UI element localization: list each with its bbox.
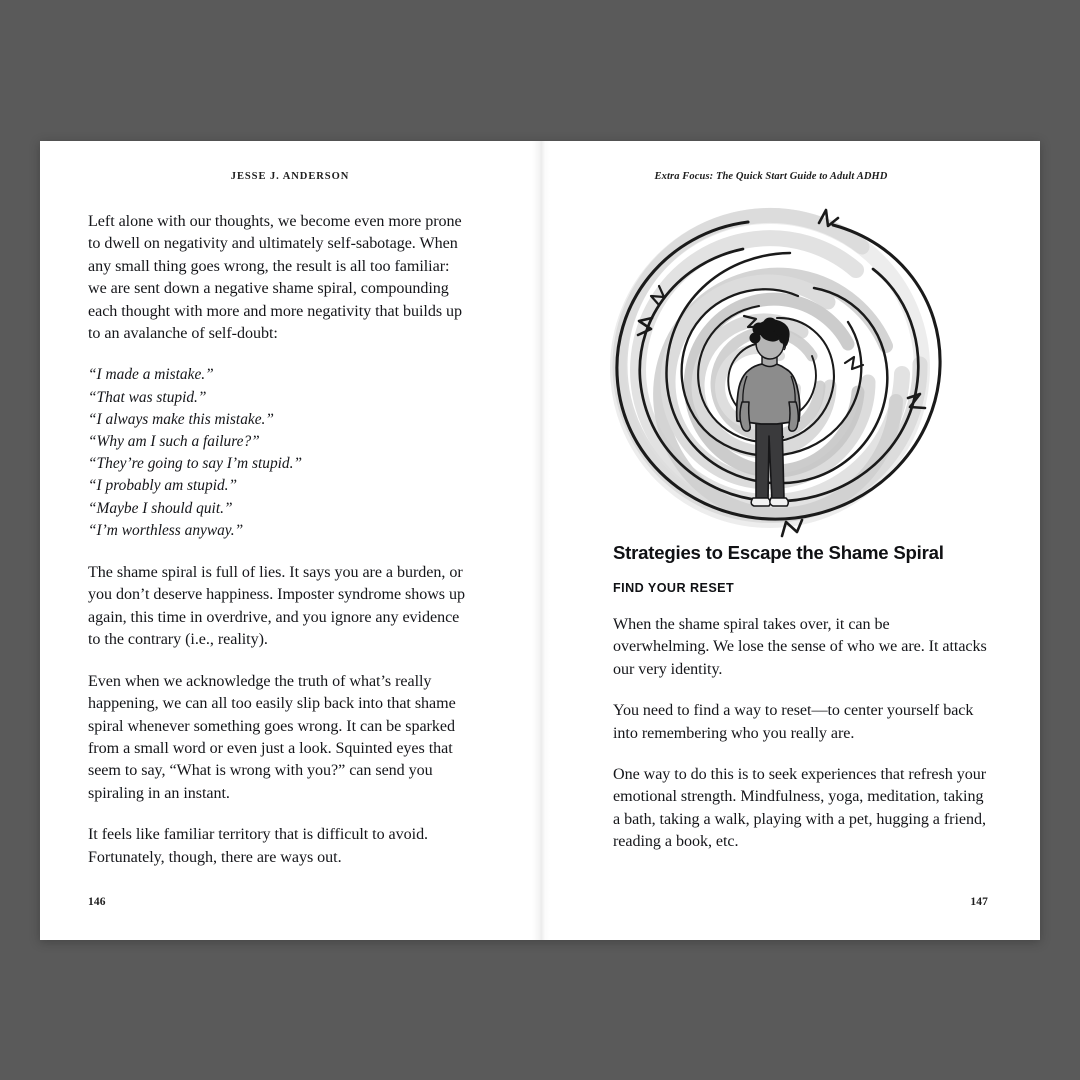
left-page <box>40 141 540 940</box>
spiral-vortex-icon <box>590 196 950 546</box>
running-head-author: JESSE J. ANDERSON <box>230 171 350 182</box>
paragraph-slip-back: Even when we acknowledge the truth of what’s really happening, we can all too easily slip back into that shame spiral whenever something goes wrong. It can be sparked from a small word or even just a look. Squinted eyes that seem to say, “What is wrong with you?” can send you spiraling in an instant. <box>88 672 456 802</box>
paragraph-intro: Left alone with our thoughts, we become even more prone to dwell on negativity and ultimately self-sabotage. When any small thing goes wrong, the result is all too familiar: we are sent down a negative shame spiral, compounding each thought with more and more negativity that builds up to an avalanche of self-doubt: <box>88 213 463 343</box>
page-number-right: 147 <box>970 896 988 908</box>
list-item: “Why am I such a failure?” <box>88 433 260 451</box>
paragraph-refresh-experiences: One way to do this is to seek experiences that refresh your emotional strength. Mindfulness, yoga, meditation, taking a bath, taking a walk, playing with a pet, hugging a friend, reading a book, etc. <box>613 766 987 851</box>
subsection-heading: FIND YOUR RESET <box>613 581 735 595</box>
running-head-title: Extra Focus: The Quick Start Guide to Adult ADHD <box>654 171 888 182</box>
book-spread <box>40 141 1040 940</box>
paragraph-overwhelming: When the shame spiral takes over, it can be overwhelming. We lose the sense of who we are. It attacks our very identity. <box>613 616 987 678</box>
list-item: “That was stupid.” <box>88 388 207 406</box>
list-item: “I probably am stupid.” <box>88 477 238 495</box>
page-title: Strategies to Escape the Shame Spiral <box>613 542 944 563</box>
paragraph-familiar-territory: It feels like familiar territory that is difficult to avoid. Fortunately, though, there are ways out. <box>88 826 429 866</box>
negative-thoughts-list <box>88 364 471 542</box>
list-item: “Maybe I should quit.” <box>88 499 233 517</box>
page-number-left: 146 <box>88 896 106 908</box>
shame-spiral-illustration <box>590 196 950 546</box>
paragraph-shame-spiral-lies: The shame spiral is full of lies. It says you are a burden, or you don’t deserve happiness. Imposter syndrome shows up again, this time in overdrive, and you ignore any evidence to the contrary (i.e., reality). <box>88 564 465 649</box>
paragraph-find-reset: You need to find a way to reset—to center yourself back into remembering who you really are. <box>613 702 974 742</box>
left-page-text-column <box>88 211 471 888</box>
list-item: “I’m worthless anyway.” <box>88 521 244 539</box>
list-item: “I always make this mistake.” <box>88 410 274 428</box>
right-page <box>540 141 1040 940</box>
list-item: “They’re going to say I’m stupid.” <box>88 455 303 473</box>
right-page-text-column <box>613 541 988 873</box>
list-item: “I made a mistake.” <box>88 366 214 384</box>
